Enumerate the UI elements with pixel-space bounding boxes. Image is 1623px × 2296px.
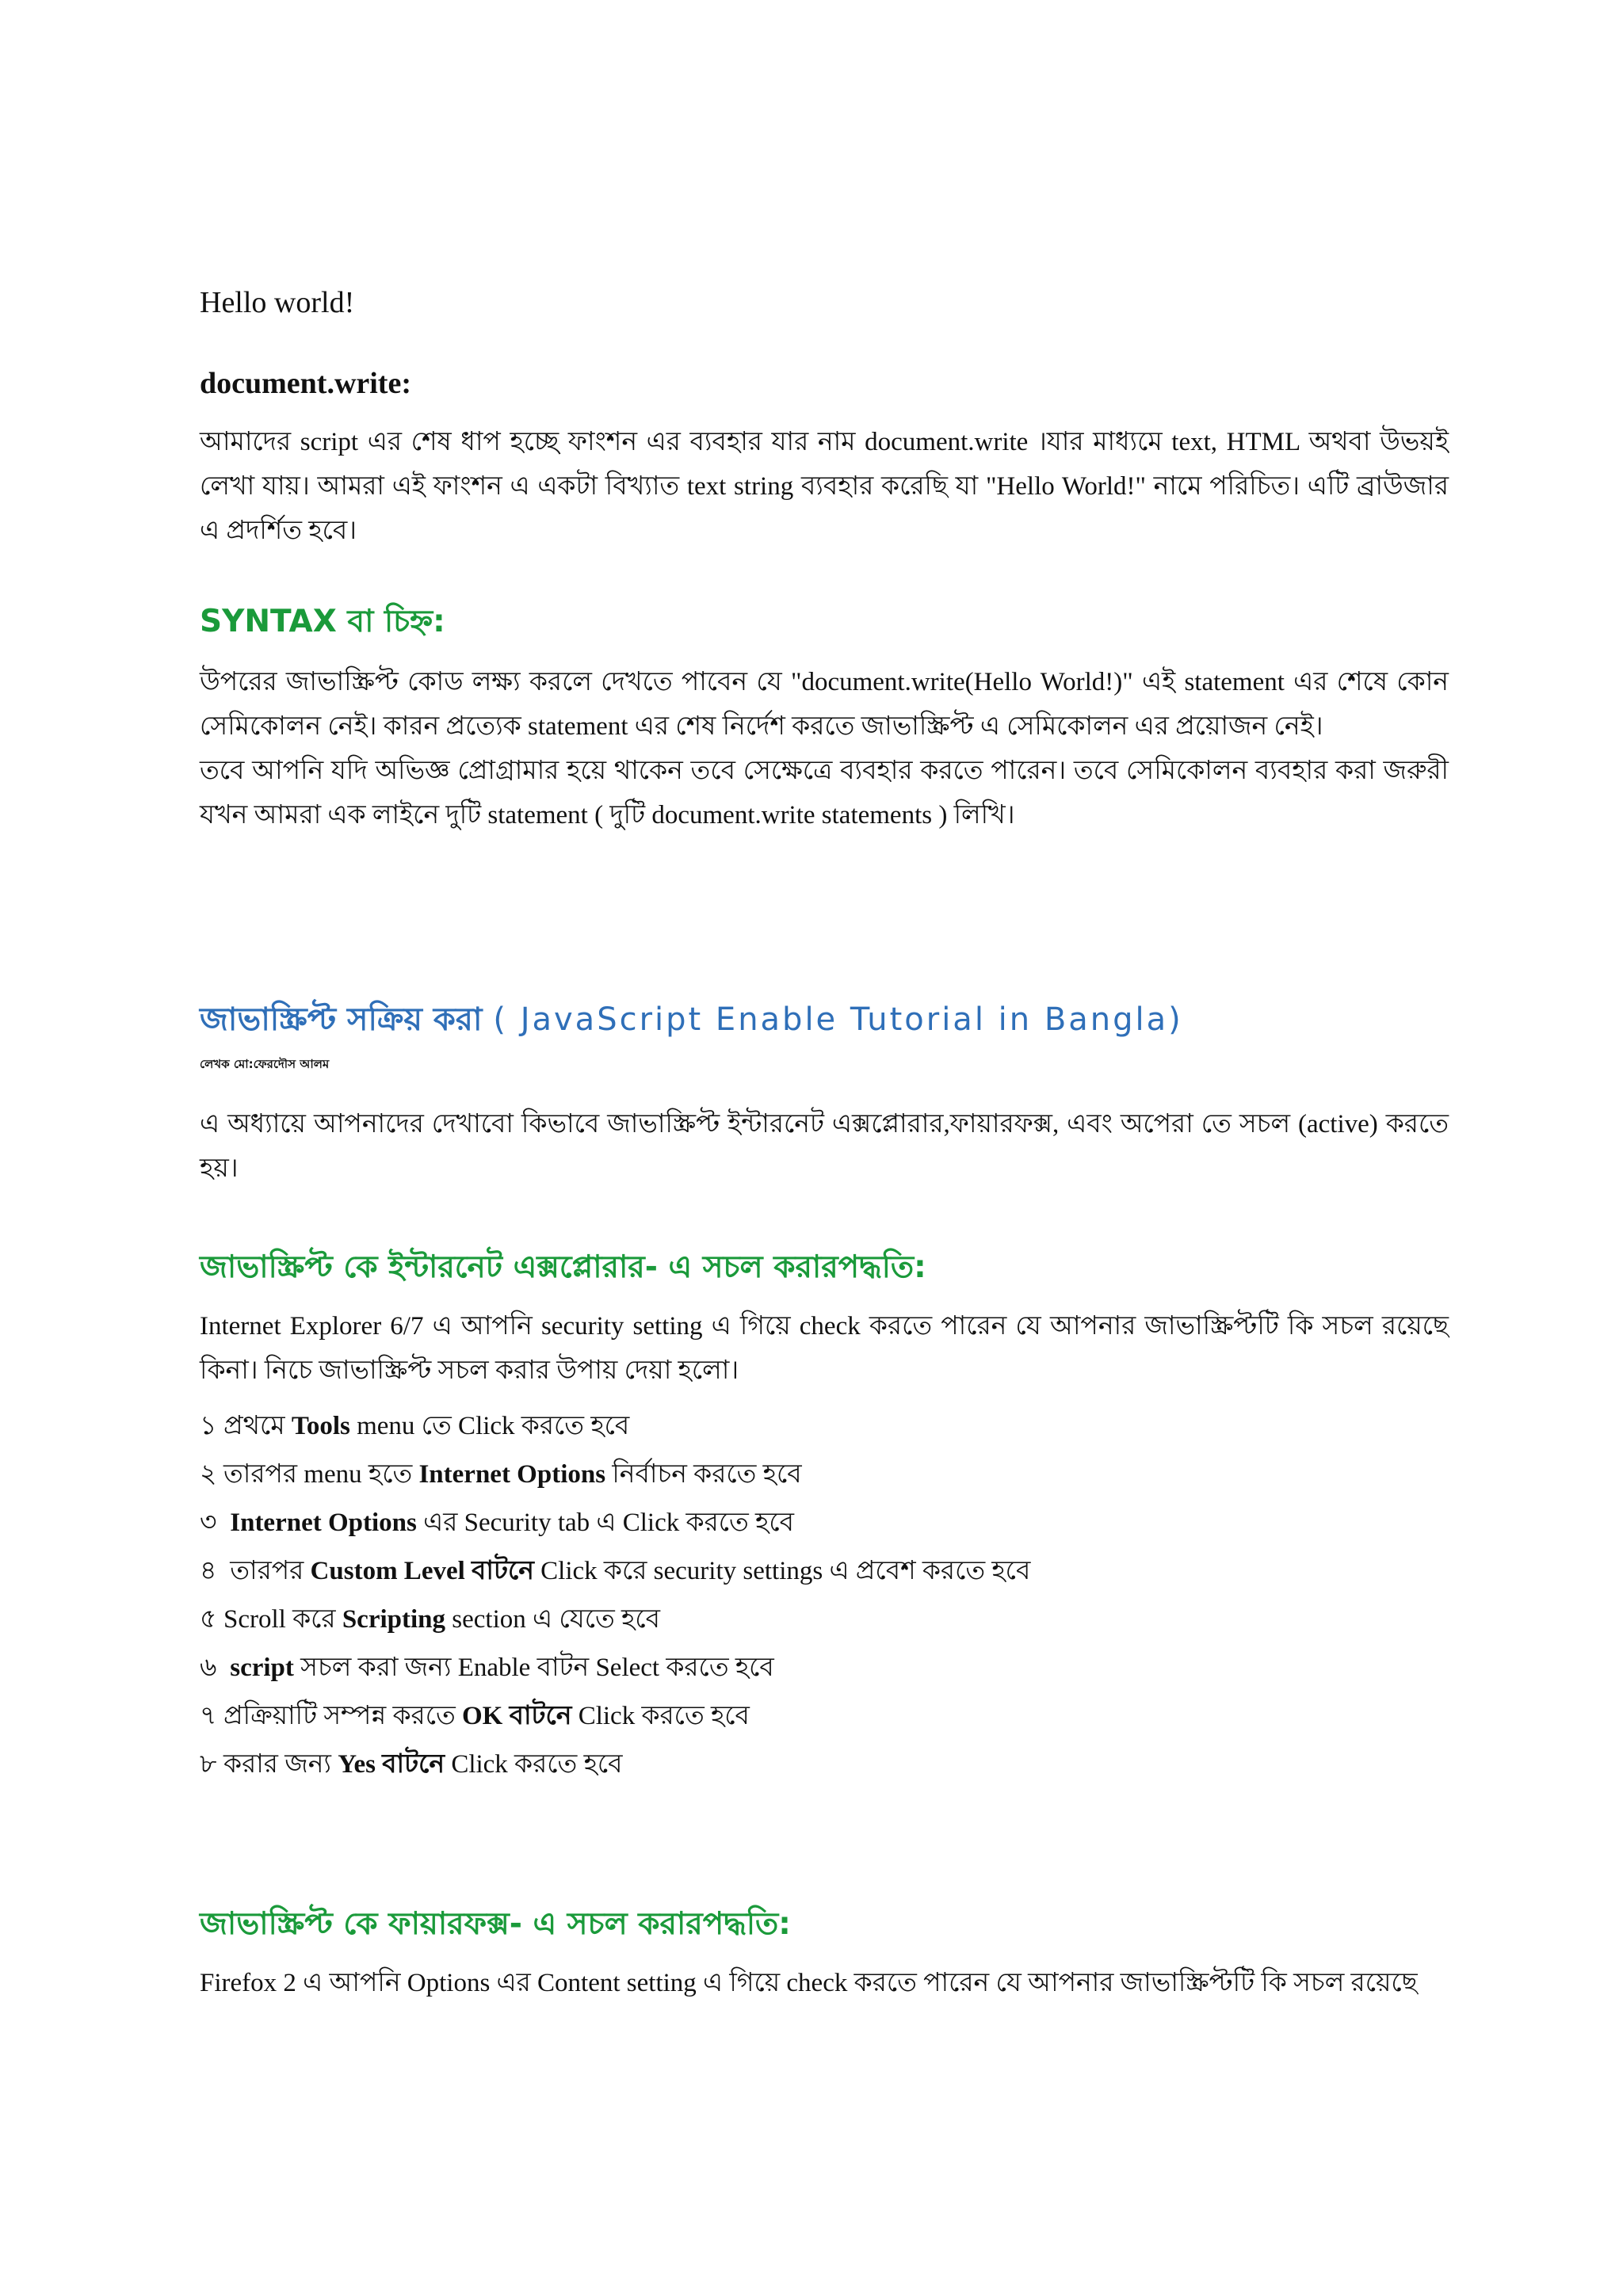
syntax-heading: SYNTAX বা চিহ্ন: <box>200 604 445 639</box>
firefox-intro: Firefox 2 এ আপনি Options এর Content setting এ গিয়ে check করতে পারেন যে আপনার জাভাস্ক্রিপ্টটি কি সচল রয়েছে <box>200 1969 1418 1997</box>
enable-intro-paragraph: এ অধ্যায়ে আপনাদের দেখাবো কিভাবে জাভাস্ক্রিপ্ট ইন্টারনেট এক্সপ্লোরার,ফায়ারফক্স, এবং অপেরা তে সচল (active) করতে হয়। <box>200 1110 1449 1183</box>
document-write-paragraph: আমাদের script এর শেষ ধাপ হচ্ছে ফাংশন এর ব্যবহার যার নাম document.write ।যার মাধ্যমে text, HTML অথবা উভয়ই লেখা যায়। আমরা এই ফাংশন এ একটা বিখ্যাত text string ব্যবহার করেছি যা "Hello World!" নামে পরিচিত। এটি ব্রাউজার এ প্রদর্শিত হবে। <box>200 428 1449 545</box>
internet-explorer-heading: জাভাস্ক্রিপ্ট কে ইন্টারনেট এক্সপ্লোরার- এ সচল করারপদ্ধতি: <box>200 1249 926 1285</box>
step-item: ৪ তারপর Custom Level বাটনে Click করে security settings এ প্রবেশ করতে হবে <box>200 1557 1031 1585</box>
author-line: লেখক মো:ফেরদৌস আলম <box>200 1057 330 1071</box>
syntax-paragraph-2: তবে আপনি যদি অভিজ্ঞ প্রোগ্রামার হয়ে থাকেন তবে সেক্ষেত্রে ব্যবহার করতে পারেন। তবে সেমিকোলন ব্যবহার করা জরুরী যখন আমরা এক লাইনে দুটি statement ( দুটি document.write statements ) লিখি। <box>200 757 1449 830</box>
internet-explorer-steps <box>200 1402 1449 1789</box>
document-write-heading: document.write: <box>200 367 411 400</box>
step-item: ২ তারপর menu হতে Internet Options নির্বাচন করতে হবে <box>200 1460 802 1489</box>
step-item: ৩ Internet Options এর Security tab এ Click করতে হবে <box>200 1508 794 1537</box>
enable-tutorial-heading <box>200 994 1449 1047</box>
step-item: ৫ Scroll করে Scripting section এ যেতে হবে <box>200 1605 660 1634</box>
step-item: ৬ script সচল করা জন্য Enable বাটন Select করতে হবে <box>200 1653 774 1682</box>
hello-world-text: Hello world! <box>200 286 355 319</box>
step-item: ৮ করার জন্য Yes বাটনে Click করতে হবে <box>200 1750 623 1779</box>
internet-explorer-intro: Internet Explorer 6/7 এ আপনি security setting এ গিয়ে check করতে পারেন যে আপনার জাভাস্ক্রিপ্টটি কি সচল রয়েছে কিনা। নিচে জাভাস্ক্রিপ্ট সচল করার উপায় দেয়া হলো। <box>200 1312 1449 1385</box>
firefox-heading: জাভাস্ক্রিপ্ট কে ফায়ারফক্স- এ সচল করারপদ্ধতি: <box>200 1906 791 1942</box>
step-item: ১ প্রথমে Tools menu তে Click করতে হবে <box>200 1412 630 1440</box>
syntax-paragraph-1: উপরের জাভাস্ক্রিপ্ট কোড লক্ষ্য করলে দেখতে পাবেন যে "document.write(Hello World!)" এই statement এর শেষে কোন সেমিকোলন নেই। কারন প্রত্যেক statement এর শেষ নির্দেশ করতে জাভাস্ক্রিপ্ট এ সেমিকোলন এর প্রয়োজন নেই। <box>200 668 1449 741</box>
enable-tutorial-title-bangla: জাভাস্ক্রিপ্ট সক্রিয় করা <box>200 1001 483 1038</box>
step-item: ৭ প্রক্রিয়াটি সম্পন্ন করতে OK বাটনে Click করতে হবে <box>200 1702 750 1730</box>
enable-tutorial-title-english: ( JavaScript Enable Tutorial in Bangla) <box>493 1001 1183 1038</box>
